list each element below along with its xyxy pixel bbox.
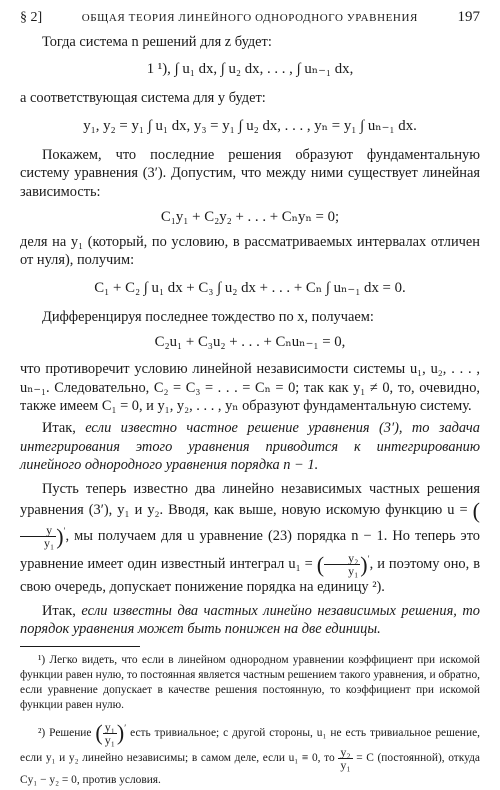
paragraph-9 <box>20 602 480 639</box>
paragraph-7 <box>20 419 480 474</box>
formula-z-system: 1 ¹), ∫ u₁ dx, ∫ u₂ dx, . . . , ∫ uₙ₋₁ dx, <box>146 61 354 78</box>
formula-y-system: y₁, y₂ = y₁ ∫ u₁ dx, y₃ = y₁ ∫ u₂ dx, . . . , yₙ = y₁ ∫ uₙ₋₁ dx. <box>83 117 417 134</box>
paragraph-8-a: Пусть теперь известно два линейно независимых частных решения уравнения (3′), y₁ и y₂. Вводя, как выше, новую искомую функцию u = <box>20 480 480 518</box>
paragraph-3: Покажем, что последние решения образуют фундаментальную систему уравнения (3′). Допустим, что между ними существует линейная зависимость: <box>20 146 480 200</box>
fraction-fn-y2-over-y1: $\frac{\text{y₂}}{\text{y₁}}$ <box>340 745 351 773</box>
fraction-y-over-y1: $\frac{y}{\text{y₁}}$ <box>20 524 56 549</box>
fraction-y2-over-y1: $\frac{\text{y₂}}{\text{y₁}}$ <box>324 552 360 577</box>
paragraph-5: Дифференцируя последнее тождество по x, получаем: <box>42 308 374 325</box>
running-header <box>20 8 480 27</box>
paragraph-4: деля на y₁ (который, по условию, в рассматриваемых интервалах отличен от нуля), получим: <box>20 234 480 269</box>
formula-differentiated: C₂u₁ + C₃u₂ + . . . + Cₙuₙ₋₁ = 0, <box>154 334 346 351</box>
formula-divided: C₁ + C₂ ∫ u₁ dx + C₃ ∫ u₂ dx + . . . + Cₙ ∫ uₙ₋₁ dx = 0. <box>94 279 406 296</box>
paragraph-2: а соответствующая система для y будет: <box>20 90 266 107</box>
paragraph-9-italic: если известны два частных линейно независимых решения, то порядок уравнения может быть понижен на две единицы. <box>20 602 480 638</box>
paragraph-9-lead: Итак, <box>42 602 82 619</box>
paragraph-7-italic: если известно частное решение уравнения (3′), то задача интегрирования этого уравнения приводится к интегрированию линейного однородного уравнения порядка n − 1. <box>20 420 480 474</box>
fraction-y1-over-y1: $\frac{\text{y₁}}{\text{y₁}}$ <box>104 720 115 748</box>
page-number: 197 <box>457 9 480 25</box>
paragraph-8-c: , и поэтому оно, в свою очередь, допускает понижение порядка на единицу ²). <box>20 555 481 595</box>
running-title: ОБЩАЯ ТЕОРИЯ ЛИНЕЙНОГО ОДНОРОДНОГО УРАВНЕНИЯ <box>81 12 418 24</box>
footnote-2: ²) Решение ( $\frac{\text{y₁}}{\text{y₁}}$ )′ есть тривиальное; с другой стороны, u₁ не есть тривиальное решение, если y₁ и y₂ линейно независимы; в самом деле, если u₁ ≡ 0, то $\frac{\text{y₂}}{\text{y₁}}$ = C (постоянной), откуда Cy₁ − y₂ = 0, против условия. <box>20 720 480 787</box>
paragraph-6: что противоречит условию линейной независимости системы u₁, u₂, . . . , uₙ₋₁. Следовательно, C₂ = C₃ = . . . = Cₙ = 0; так как y₁ ≠ 0, то, очевидно, также имеем C₁ = 0, и y₁, y₂, . . . , yₙ образуют фундаментальную систему. <box>20 361 480 415</box>
footnote-rule <box>20 646 140 647</box>
paragraph-1: Тогда система n решений для z будет: <box>42 34 272 50</box>
section-mark: § 2] <box>20 10 43 25</box>
paragraph-8-b: , мы получаем для u уравнение (23) порядка n − 1. Но теперь это уравнение имеет один известный интеграл u₁ = <box>20 527 480 572</box>
footnote-1: ¹) Легко видеть, что если в линейном однородном уравнении коэффициент при искомой функции равен нулю, то постоянная является частным решением такого уравнения, и обратно, если уравнение допускает в качестве решения постоянную, то коэффициент при искомой функции равен нулю. <box>20 654 480 712</box>
paragraph-8: Пусть теперь известно два линейно независимых частных решения уравнения (3′), y₁ и y₂. Вводя, как выше, новую искомую функцию u = ( $\frac{y}{\text{y₁}}$ )′, мы получаем для u уравнение (23) порядка n − 1. Но теперь это уравнение имеет один известный интеграл u₁ = ( $\frac{\text{y₂}}{\text{y₁}}$ )′, и поэтому оно, в свою очередь, допускает понижение порядка на единицу ²). <box>20 480 481 595</box>
formula-linear-dependence: C₁y₁ + C₂y₂ + . . . + Cₙyₙ = 0; <box>160 209 340 226</box>
paragraph-7-lead: Итак, <box>42 420 86 437</box>
